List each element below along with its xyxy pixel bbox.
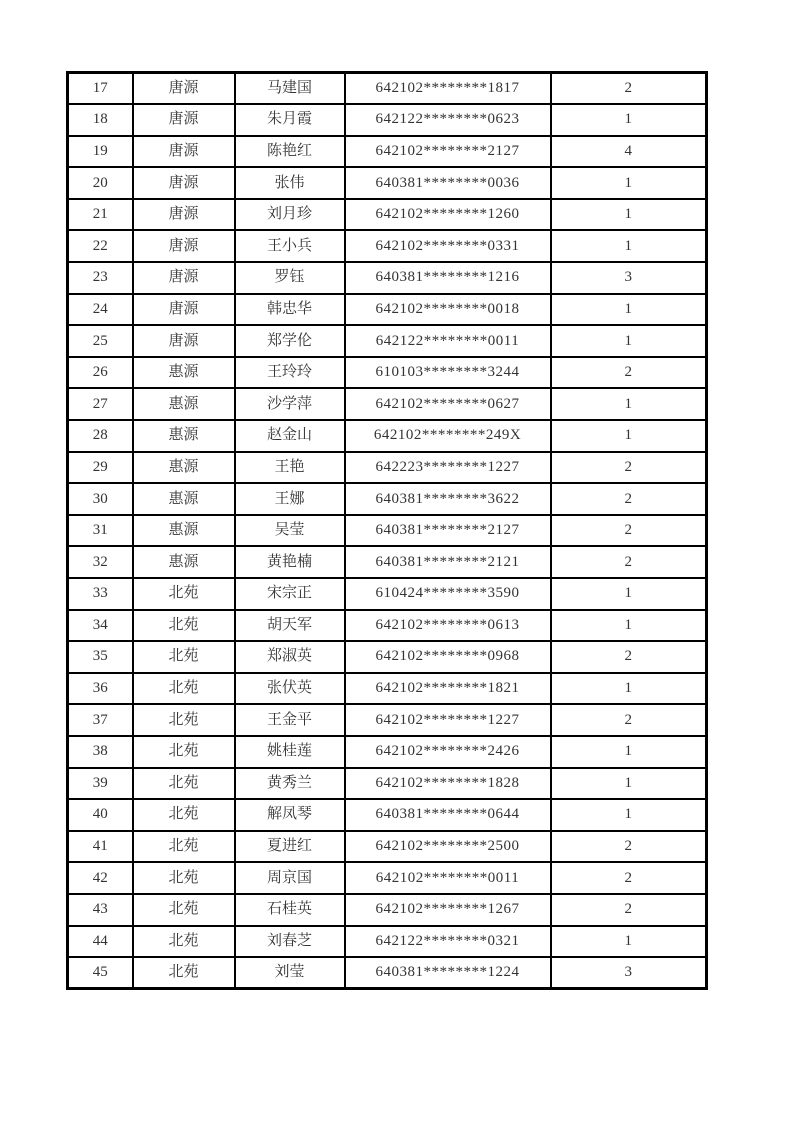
table-row <box>68 483 707 515</box>
cell-person-name: 夏进红 <box>235 831 345 863</box>
table-row <box>68 926 707 958</box>
cell-id-number: 642102********0613 <box>345 610 551 642</box>
cell-row-number: 41 <box>68 831 133 863</box>
cell-count: 2 <box>551 894 707 926</box>
cell-id-number: 640381********2127 <box>345 515 551 547</box>
cell-count: 1 <box>551 578 707 610</box>
cell-id-number: 642102********1828 <box>345 768 551 800</box>
table-row <box>68 704 707 736</box>
cell-id-number: 642102********0968 <box>345 641 551 673</box>
cell-community: 唐源 <box>133 167 235 199</box>
table-row <box>68 515 707 547</box>
cell-id-number: 642102********0011 <box>345 862 551 894</box>
cell-community: 北苑 <box>133 610 235 642</box>
cell-row-number: 26 <box>68 357 133 389</box>
cell-id-number: 642102********1821 <box>345 673 551 705</box>
cell-row-number: 24 <box>68 294 133 326</box>
table-row <box>68 799 707 831</box>
cell-person-name: 韩忠华 <box>235 294 345 326</box>
cell-community: 北苑 <box>133 641 235 673</box>
cell-community: 惠源 <box>133 420 235 452</box>
cell-id-number: 640381********1216 <box>345 262 551 294</box>
cell-id-number: 642102********0018 <box>345 294 551 326</box>
cell-person-name: 王玲玲 <box>235 357 345 389</box>
cell-count: 3 <box>551 957 707 989</box>
cell-count: 1 <box>551 294 707 326</box>
cell-community: 北苑 <box>133 799 235 831</box>
cell-id-number: 642102********0627 <box>345 388 551 420</box>
cell-count: 1 <box>551 167 707 199</box>
cell-count: 2 <box>551 483 707 515</box>
cell-id-number: 640381********0644 <box>345 799 551 831</box>
cell-person-name: 赵金山 <box>235 420 345 452</box>
cell-row-number: 43 <box>68 894 133 926</box>
cell-community: 唐源 <box>133 294 235 326</box>
table-row <box>68 610 707 642</box>
cell-id-number: 642122********0011 <box>345 325 551 357</box>
cell-community: 惠源 <box>133 452 235 484</box>
cell-community: 惠源 <box>133 388 235 420</box>
cell-count: 3 <box>551 262 707 294</box>
cell-row-number: 39 <box>68 768 133 800</box>
table-row <box>68 104 707 136</box>
table-row <box>68 136 707 168</box>
cell-community: 北苑 <box>133 704 235 736</box>
table-row <box>68 862 707 894</box>
cell-community: 北苑 <box>133 578 235 610</box>
cell-row-number: 21 <box>68 199 133 231</box>
cell-count: 2 <box>551 862 707 894</box>
table-row <box>68 578 707 610</box>
cell-row-number: 42 <box>68 862 133 894</box>
cell-row-number: 28 <box>68 420 133 452</box>
cell-row-number: 20 <box>68 167 133 199</box>
cell-community: 唐源 <box>133 230 235 262</box>
cell-count: 2 <box>551 546 707 578</box>
cell-row-number: 36 <box>68 673 133 705</box>
cell-id-number: 642102********1227 <box>345 704 551 736</box>
table-row <box>68 325 707 357</box>
cell-community: 唐源 <box>133 325 235 357</box>
table-row <box>68 736 707 768</box>
cell-person-name: 宋宗正 <box>235 578 345 610</box>
cell-community: 唐源 <box>133 199 235 231</box>
cell-count: 1 <box>551 768 707 800</box>
cell-id-number: 642102********1260 <box>345 199 551 231</box>
cell-community: 惠源 <box>133 515 235 547</box>
cell-count: 2 <box>551 452 707 484</box>
cell-person-name: 刘春芝 <box>235 926 345 958</box>
cell-count: 2 <box>551 357 707 389</box>
roster-table-body <box>68 73 707 989</box>
cell-id-number: 642102********2500 <box>345 831 551 863</box>
cell-person-name: 郑学伦 <box>235 325 345 357</box>
cell-count: 1 <box>551 199 707 231</box>
cell-person-name: 姚桂莲 <box>235 736 345 768</box>
cell-row-number: 34 <box>68 610 133 642</box>
table-row <box>68 357 707 389</box>
cell-person-name: 王小兵 <box>235 230 345 262</box>
cell-count: 1 <box>551 104 707 136</box>
cell-count: 1 <box>551 420 707 452</box>
cell-row-number: 18 <box>68 104 133 136</box>
cell-community: 唐源 <box>133 104 235 136</box>
table-row <box>68 957 707 989</box>
table-row <box>68 641 707 673</box>
cell-row-number: 44 <box>68 926 133 958</box>
cell-id-number: 642102********2426 <box>345 736 551 768</box>
cell-count: 1 <box>551 230 707 262</box>
table-row <box>68 167 707 199</box>
cell-row-number: 40 <box>68 799 133 831</box>
cell-person-name: 马建国 <box>235 73 345 105</box>
cell-count: 1 <box>551 736 707 768</box>
cell-count: 1 <box>551 388 707 420</box>
cell-id-number: 610103********3244 <box>345 357 551 389</box>
cell-row-number: 33 <box>68 578 133 610</box>
cell-community: 北苑 <box>133 926 235 958</box>
cell-id-number: 640381********0036 <box>345 167 551 199</box>
cell-person-name: 沙学萍 <box>235 388 345 420</box>
cell-person-name: 刘月珍 <box>235 199 345 231</box>
table-row <box>68 894 707 926</box>
cell-community: 北苑 <box>133 862 235 894</box>
table-row <box>68 294 707 326</box>
cell-community: 惠源 <box>133 483 235 515</box>
cell-id-number: 642102********1817 <box>345 73 551 105</box>
cell-row-number: 25 <box>68 325 133 357</box>
cell-id-number: 640381********3622 <box>345 483 551 515</box>
table-row <box>68 546 707 578</box>
table-row <box>68 831 707 863</box>
cell-count: 1 <box>551 610 707 642</box>
cell-person-name: 石桂英 <box>235 894 345 926</box>
cell-row-number: 32 <box>68 546 133 578</box>
cell-row-number: 19 <box>68 136 133 168</box>
table-row <box>68 73 707 105</box>
cell-count: 1 <box>551 673 707 705</box>
table-row <box>68 230 707 262</box>
cell-count: 1 <box>551 799 707 831</box>
cell-community: 唐源 <box>133 262 235 294</box>
cell-community: 惠源 <box>133 357 235 389</box>
cell-id-number: 610424********3590 <box>345 578 551 610</box>
cell-person-name: 罗钰 <box>235 262 345 294</box>
cell-row-number: 35 <box>68 641 133 673</box>
cell-person-name: 郑淑英 <box>235 641 345 673</box>
cell-id-number: 640381********2121 <box>345 546 551 578</box>
cell-community: 北苑 <box>133 768 235 800</box>
cell-count: 2 <box>551 73 707 105</box>
cell-person-name: 张伏英 <box>235 673 345 705</box>
cell-person-name: 王娜 <box>235 483 345 515</box>
table-row <box>68 673 707 705</box>
cell-id-number: 642102********249X <box>345 420 551 452</box>
cell-id-number: 642102********1267 <box>345 894 551 926</box>
cell-id-number: 642102********2127 <box>345 136 551 168</box>
cell-id-number: 642122********0321 <box>345 926 551 958</box>
cell-person-name: 王艳 <box>235 452 345 484</box>
cell-id-number: 640381********1224 <box>345 957 551 989</box>
cell-person-name: 周京国 <box>235 862 345 894</box>
table-row <box>68 262 707 294</box>
cell-row-number: 27 <box>68 388 133 420</box>
cell-person-name: 黄秀兰 <box>235 768 345 800</box>
table-row <box>68 420 707 452</box>
table-row <box>68 199 707 231</box>
cell-row-number: 22 <box>68 230 133 262</box>
cell-row-number: 29 <box>68 452 133 484</box>
cell-person-name: 张伟 <box>235 167 345 199</box>
cell-person-name: 胡天军 <box>235 610 345 642</box>
table-row <box>68 388 707 420</box>
cell-row-number: 31 <box>68 515 133 547</box>
cell-count: 2 <box>551 831 707 863</box>
cell-row-number: 38 <box>68 736 133 768</box>
cell-count: 1 <box>551 325 707 357</box>
roster-table <box>66 71 708 990</box>
cell-person-name: 刘莹 <box>235 957 345 989</box>
cell-person-name: 朱月霞 <box>235 104 345 136</box>
cell-person-name: 解凤琴 <box>235 799 345 831</box>
cell-community: 北苑 <box>133 957 235 989</box>
cell-community: 惠源 <box>133 546 235 578</box>
table-row <box>68 452 707 484</box>
cell-row-number: 17 <box>68 73 133 105</box>
cell-row-number: 23 <box>68 262 133 294</box>
cell-community: 北苑 <box>133 736 235 768</box>
cell-id-number: 642223********1227 <box>345 452 551 484</box>
cell-person-name: 吴莹 <box>235 515 345 547</box>
cell-row-number: 45 <box>68 957 133 989</box>
cell-community: 北苑 <box>133 894 235 926</box>
cell-id-number: 642122********0623 <box>345 104 551 136</box>
cell-count: 2 <box>551 515 707 547</box>
cell-community: 北苑 <box>133 831 235 863</box>
cell-row-number: 37 <box>68 704 133 736</box>
cell-community: 唐源 <box>133 73 235 105</box>
cell-count: 2 <box>551 704 707 736</box>
cell-row-number: 30 <box>68 483 133 515</box>
cell-person-name: 王金平 <box>235 704 345 736</box>
cell-community: 北苑 <box>133 673 235 705</box>
cell-count: 2 <box>551 641 707 673</box>
cell-person-name: 陈艳红 <box>235 136 345 168</box>
cell-id-number: 642102********0331 <box>345 230 551 262</box>
cell-count: 1 <box>551 926 707 958</box>
table-row <box>68 768 707 800</box>
cell-community: 唐源 <box>133 136 235 168</box>
cell-person-name: 黄艳楠 <box>235 546 345 578</box>
cell-count: 4 <box>551 136 707 168</box>
